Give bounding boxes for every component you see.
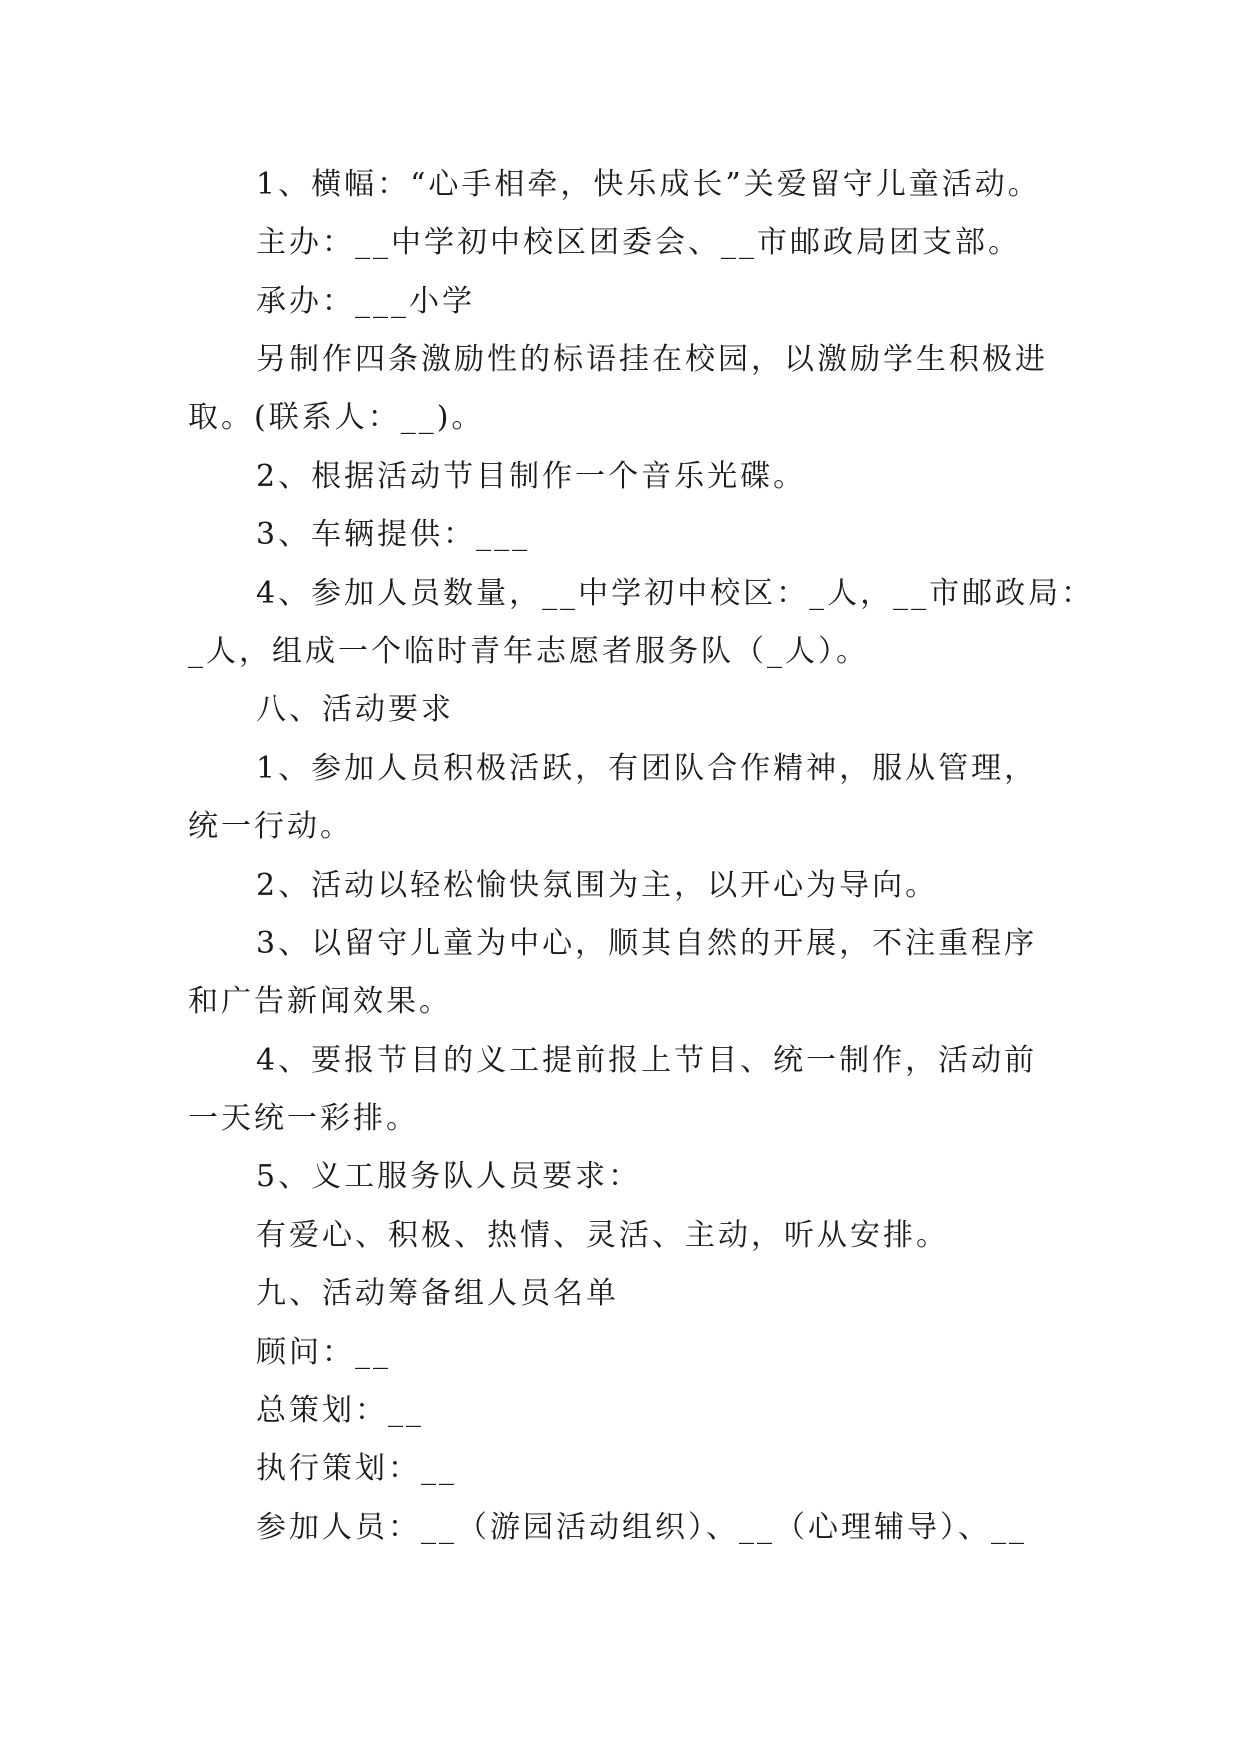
text-line: 2、根据活动节目制作一个音乐光碟。 (256, 459, 807, 494)
text-line: 3、以留守儿童为中心，顺其自然的开展，不注重程序 (256, 926, 1038, 961)
text-line: 参加人员：__（游园活动组织）、__（心理辅导）、__ (256, 1510, 1027, 1545)
text-line: 1、参加人员积极活跃，有团队合作精神，服从管理， (256, 751, 1038, 786)
text-line: 总策划：__ (256, 1393, 424, 1428)
text-line: 一天统一彩排。 (188, 1101, 419, 1136)
text-line: 和广告新闻效果。 (188, 984, 452, 1019)
text-line: 4、参加人员数量，__中学初中校区：_人，__市邮政局： (256, 576, 1095, 611)
text-line: 执行策划：__ (256, 1451, 457, 1486)
text-line: _人，组成一个临时青年志愿者服务队（_人）。 (188, 634, 869, 669)
text-line: 取。(联系人：__)。 (188, 400, 485, 435)
text-line: 2、活动以轻松愉快氛围为主，以开心为导向。 (256, 868, 939, 903)
text-line: 另制作四条激励性的标语挂在校园，以激励学生积极进 (256, 342, 1048, 377)
text-line: 承办：___小学 (256, 284, 475, 319)
section-heading: 九、活动筹备组人员名单 (256, 1276, 619, 1311)
section-heading: 八、活动要求 (256, 692, 454, 727)
text-line: 有爱心、积极、热情、灵活、主动，听从安排。 (256, 1218, 949, 1253)
text-line: 顾问：__ (256, 1335, 391, 1370)
text-line: 1、横幅：“心手相牵，快乐成长”关爱留守儿童活动。 (256, 167, 1041, 202)
text-line: 4、要报节目的义工提前报上节目、统一制作，活动前 (256, 1043, 1038, 1078)
text-line: 3、车辆提供：___ (256, 517, 531, 552)
text-line: 统一行动。 (188, 809, 353, 844)
text-line: 主办：__中学初中校区团委会、__市邮政局团支部。 (256, 225, 1021, 260)
text-line: 5、义工服务队人员要求： (256, 1159, 642, 1194)
